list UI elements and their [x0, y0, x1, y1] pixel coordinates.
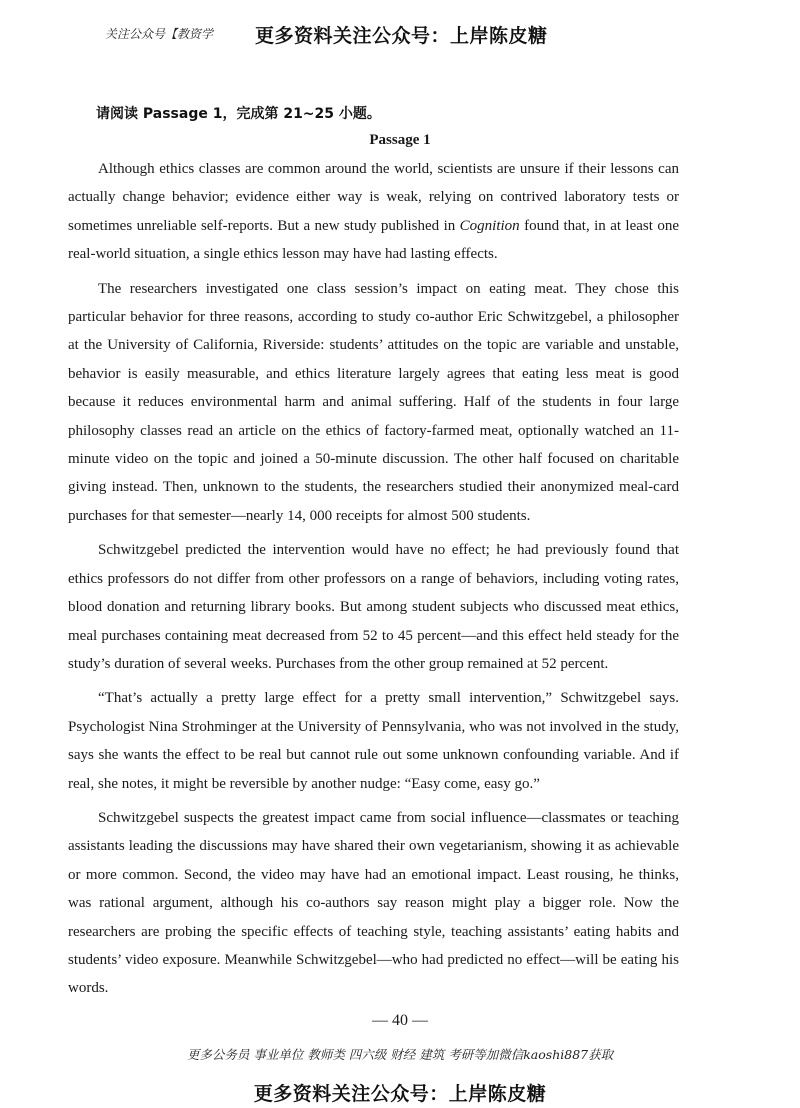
reading-instruction: 请阅读 Passage 1，完成第 21~25 小题。 [96, 106, 381, 122]
header-watermark-small: 关注公众号【教资学 [105, 27, 214, 41]
page-number: — 40 — [372, 1012, 428, 1029]
footer-watermark-small: 更多公务员 事业单位 教师类 四六级 财经 建筑 考研等加微信kaoshi887获取 [186, 1047, 614, 1062]
header-watermark-title: 更多资料关注公众号：上岸陈皮糖 [255, 25, 548, 47]
journal-name: Cognition [459, 217, 520, 234]
paragraph-1-text-b: found that, in at least one real-world situation, a single ethics lesson may have had lasting effects. [68, 217, 679, 263]
footer-watermark-title: 更多资料关注公众号：上岸陈皮糖 [253, 1083, 547, 1105]
paragraph-5: Schwitzgebel suspects the greatest impact came from social influence—classmates or teaching assistants leading the discussions may have shared their own vegetarianism, showing it as achievable or more common. Second, the video may have had an emotional impact. Least rousing, he thinks, was rational argument, although his co-authors say reason might play a bigger role. Now the researchers are probing the specific effects of teaching style, teaching assistants’ eating habits and students’ video exposure. Meanwhile Schwitzgebel—who had predicted no effect—will be eating his words. [68, 809, 679, 997]
paragraph-3: Schwitzgebel predicted the intervention would have no effect; he had previously found that ethics professors do not differ from other professors on a range of behaviors, including voting rates, blood donation and returning library books. But among student subjects who discussed meat ethics, meal purchases containing meat decreased from 52 to 45 percent—and this effect held steady for the study’s duration of several weeks. Purchases from the other group remained at 52 percent. [68, 542, 679, 672]
passage-title: Passage 1 [369, 132, 431, 148]
paragraph-1 [68, 155, 679, 269]
paragraph-2: The researchers investigated one class session’s impact on eating meat. They chose this particular behavior for three reasons, according to study co-author Eric Schwitzgebel, a philosopher at the University of California, Riverside: students’ attitudes on the topic are variable and unstable, behavior is easily measurable, and ethics literature largely agrees that eating less meat is good because it reduces environmental harm and animal suffering. Half of the students in four large philosophy classes read an article on the ethics of factory-farmed meat, optionally watched an 11-minute video on the topic and joined a 50-minute discussion. The other half focused on charitable giving instead. Then, unknown to the students, the researchers studied their anonymized meal-card purchases for that semester—nearly 14, 000 receipts for almost 500 students. [68, 280, 679, 524]
paragraph-1-text-a: Although ethics classes are common around the world, scientists are unsure if their lessons can actually change behavior; evidence either way is weak, relying on contrived laboratory tests or sometimes unreliable self-reports. But a new study published in [68, 161, 679, 234]
passage-body [68, 155, 679, 1003]
paragraph-4: “That’s actually a pretty large effect for a pretty small intervention,” Schwitzgebel says. Psychologist Nina Strohminger at the University of Pennsylvania, who was not involved in the study, says she wants the effect to be real but cannot rule out some unknown confounding variable. And if real, she notes, it might be reversible by another nudge: “Easy come, easy go.” [68, 690, 679, 792]
